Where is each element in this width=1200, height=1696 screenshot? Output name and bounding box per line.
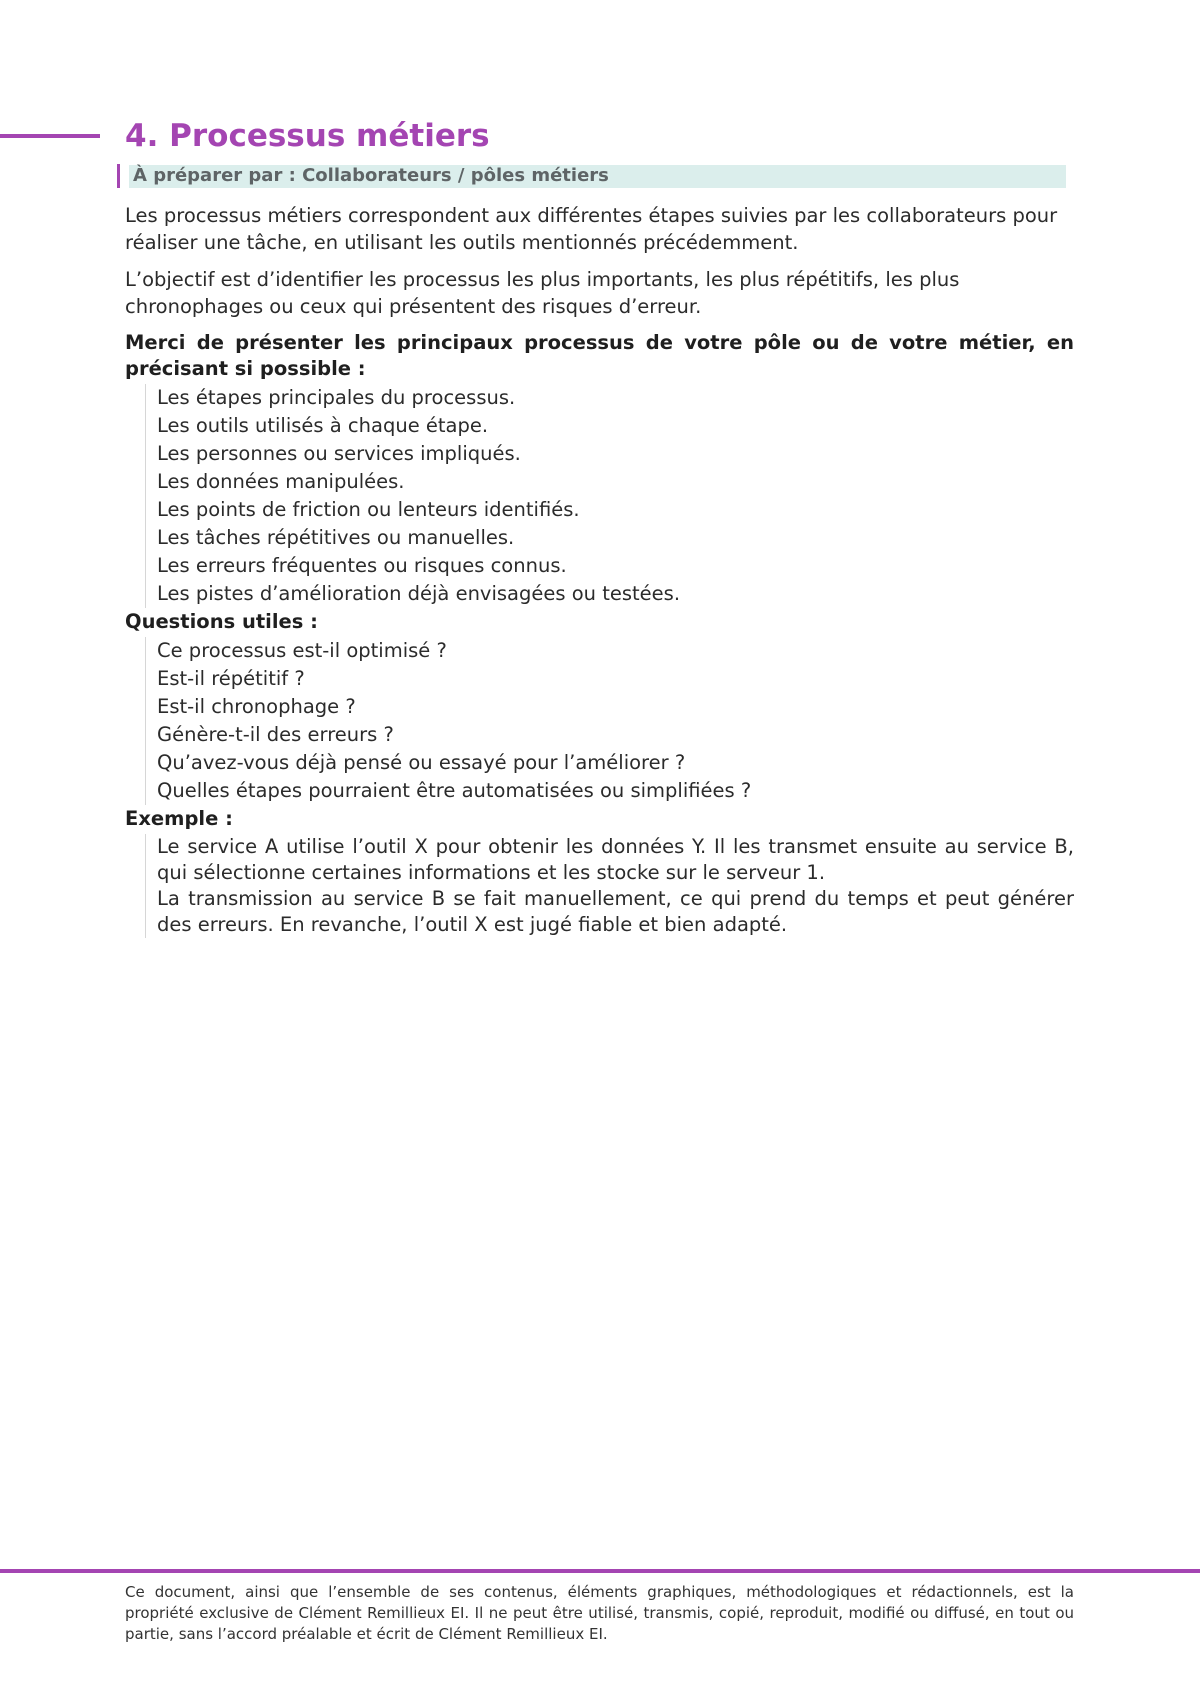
question-item: Est-il répétitif ? xyxy=(157,667,305,690)
document-body xyxy=(125,202,1074,938)
footer-rule xyxy=(0,1569,1200,1573)
example-block xyxy=(145,834,1074,938)
footer-legal-notice: Ce document, ainsi que l’ensemble de ses contenus, éléments graphiques, méthodologiques et rédactionnels, est la propriété exclusive de Clément Remillieux EI. Il ne peut être utilisé, transmis, copié, reproduit, modifié ou diffusé, en tout ou partie, sans l’accord préalable et écrit de Clément Remillieux EI. xyxy=(125,1583,1074,1643)
section-title: 4. Processus métiers xyxy=(125,118,490,154)
request-item: Les points de friction ou lenteurs identifiés. xyxy=(157,498,580,521)
intro-paragraph-1: Les processus métiers correspondent aux différentes étapes suivies par les collaborateurs pour réaliser une tâche, en utilisant les outils mentionnés précédemment. xyxy=(125,204,1058,254)
example-line: La transmission au service B se fait manuellement, ce qui prend du temps et peut générer des erreurs. En revanche, l’outil X est jugé fiable et bien adapté. xyxy=(157,887,1074,936)
question-item: Génère-t-il des erreurs ? xyxy=(157,723,394,746)
example-heading: Exemple : xyxy=(125,807,233,830)
example-line: Le service A utilise l’outil X pour obtenir les données Y. Il les transmet ensuite au service B, qui sélectionne certaines informations et les stocke sur le serveur 1. xyxy=(157,835,1074,884)
intro-paragraph-2: L’objectif est d’identifier les processus les plus importants, les plus répétitifs, les plus chronophages ou ceux qui présentent des risques d’erreur. xyxy=(125,268,960,318)
request-item: Les étapes principales du processus. xyxy=(157,386,516,409)
questions-heading: Questions utiles : xyxy=(125,610,318,633)
request-item: Les tâches répétitives ou manuelles. xyxy=(157,526,515,549)
question-item: Ce processus est-il optimisé ? xyxy=(157,639,447,662)
question-item: Est-il chronophage ? xyxy=(157,695,356,718)
request-item: Les données manipulées. xyxy=(157,470,405,493)
prepared-by-text: À préparer par : Collaborateurs / pôles métiers xyxy=(133,165,609,186)
request-item: Les erreurs fréquentes ou risques connus. xyxy=(157,554,567,577)
title-accent-line xyxy=(0,134,100,138)
request-list xyxy=(145,384,1074,608)
questions-list xyxy=(145,637,1074,805)
request-paragraph: Merci de présenter les principaux processus de votre pôle ou de votre métier, en précisant si possible : xyxy=(125,331,1074,380)
question-item: Qu’avez-vous déjà pensé ou essayé pour l’améliorer ? xyxy=(157,751,686,774)
question-item: Quelles étapes pourraient être automatisées ou simplifiées ? xyxy=(157,779,752,802)
request-item: Les outils utilisés à chaque étape. xyxy=(157,414,489,437)
prepared-by-banner xyxy=(117,164,1066,188)
request-item: Les personnes ou services impliqués. xyxy=(157,442,521,465)
prepared-by-marker xyxy=(117,164,120,188)
request-item: Les pistes d’amélioration déjà envisagées ou testées. xyxy=(157,582,681,605)
